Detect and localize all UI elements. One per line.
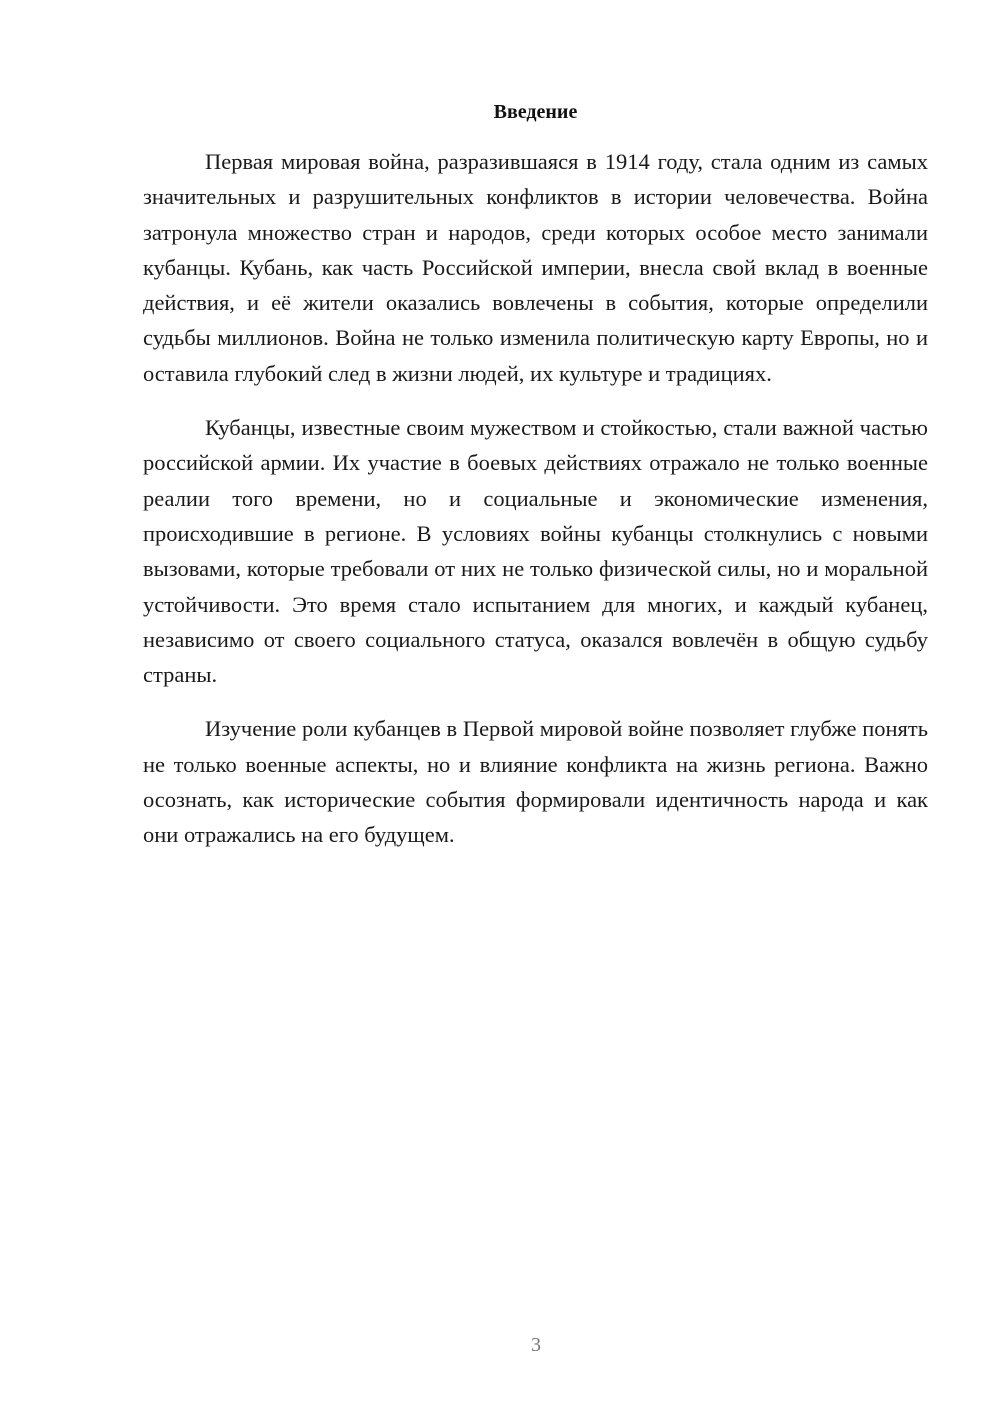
document-body [143, 98, 928, 872]
paragraph-3: Изучение роли кубанцев в Первой мировой войне позволяет глубже понять не только военные аспекты, но и влияние конфликта на жизнь региона. Важно осознать, как исторические события формировали идентичность народа и как они отражались на его будущем. [143, 716, 928, 848]
paragraph-1: Первая мировая война, разразившаяся в 1914 году, стала одним из самых значительных и разрушительных конфликтов в истории человечества. Война затронула множество стран и народов, среди которых особое место занимали кубанцы. Кубань, как часть Российской империи, внесла свой вклад в военные действия, и её жители оказались вовлечены в события, которые определили судьбы миллионов. Война не только изменила политическую карту Европы, но и оставила глубокий след в жизни людей, их культуре и традициях. [143, 149, 928, 386]
page-number: 3 [531, 1334, 541, 1356]
section-title: Введение [493, 101, 578, 123]
paragraph-2: Кубанцы, известные своим мужеством и стойкостью, стали важной частью российской армии. Их участие в боевых действиях отражало не только военные реалии того времени, но и социальные и экономические изменения, происходившие в регионе. В условиях войны кубанцы столкнулись с новыми вызовами, которые требовали от них не только физической силы, но и моральной устойчивости. Это время стало испытанием для многих, и каждый кубанец, независимо от своего социального статуса, оказался вовлечён в общую судьбу страны. [143, 415, 928, 688]
